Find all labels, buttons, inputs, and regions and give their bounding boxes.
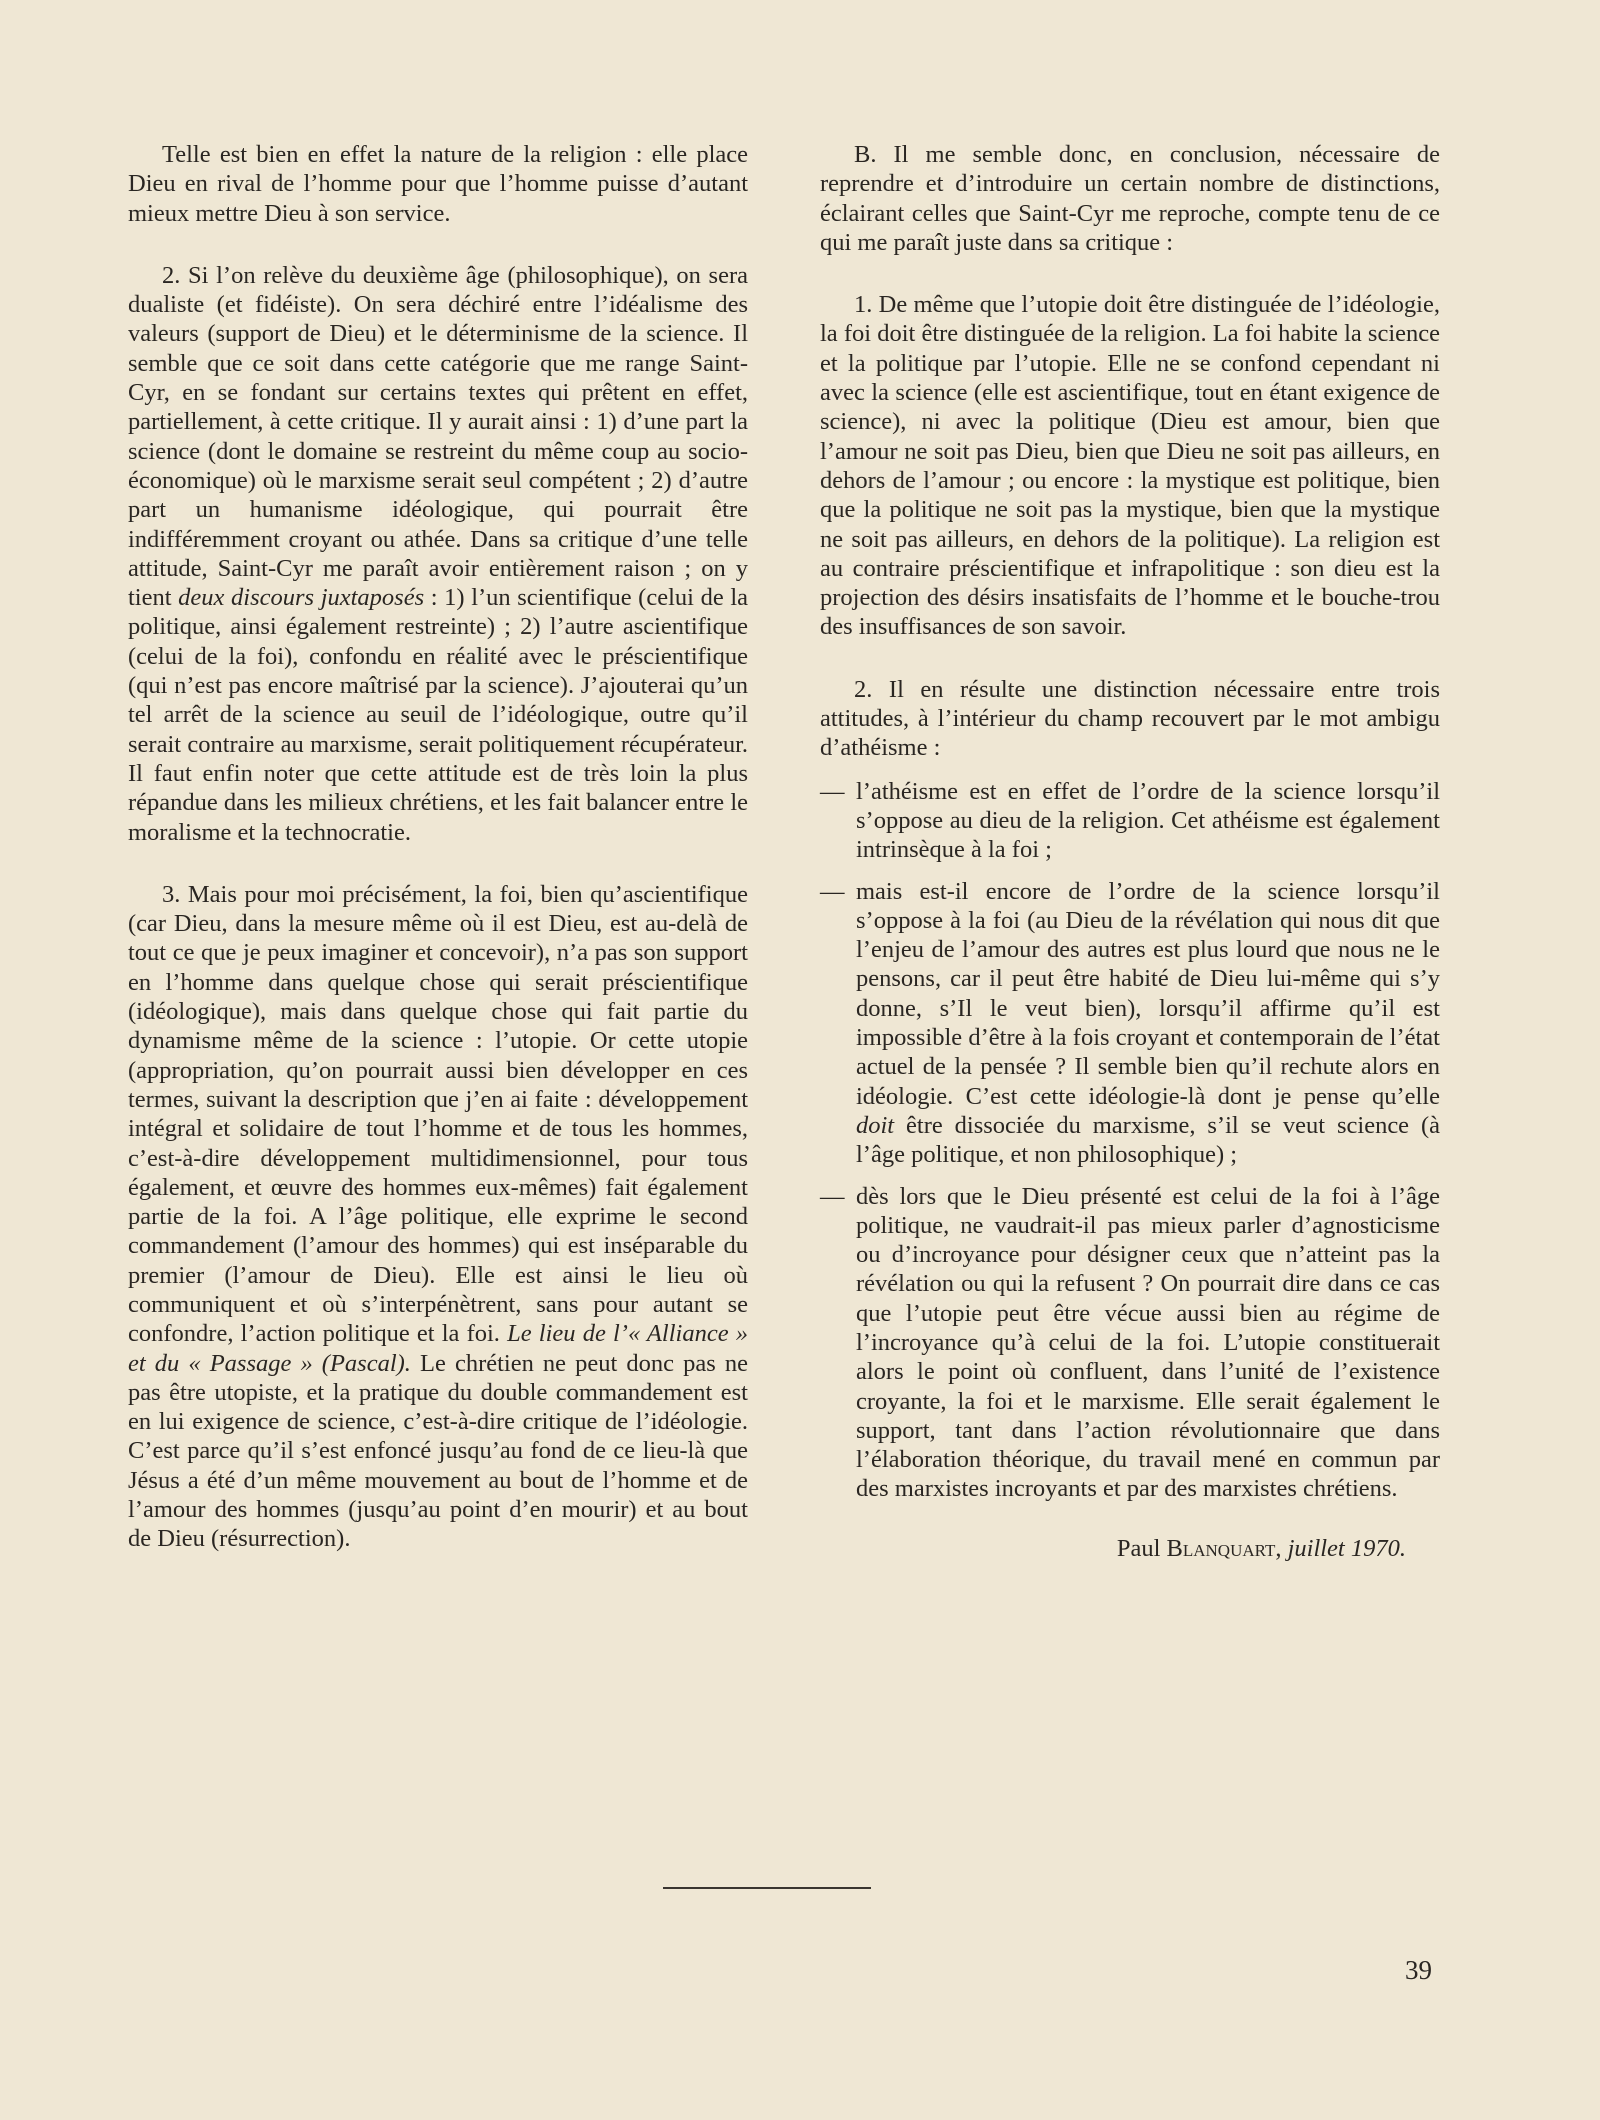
paragraph-foi-religion: 1. De même que l’utopie doit être distinguée de l’idéologie, la foi doit être distinguée de la religion. La foi habite la science et la politique par l’utopie. Elle ne se confond cependant ni avec la science (elle est ascientifique, tout en étant exigence de science), ni avec la politique (Dieu est amour, bien que l’amour ne soit pas Dieu, bien que Dieu ne soit pas ailleurs, en dehors de l’amour ; ou encore : la mystique est politique, bien que la politique ne soit pas la mystique, bien que la mystique ne soit pas ailleurs, en dehors de la politique). La religion est au contraire préscientifique et infrapolitique : son dieu est la projection des désirs insatisfaits de l’homme et le bouche-trou des insuffisances de son savoir. [820,291,1440,641]
right-column [820,140,1440,1563]
author-surname: Blanquart [1166,1534,1276,1562]
dash-marker: — [820,777,845,805]
paragraph-second-age: 2. Si l’on relève du deuxième âge (philosophique), on sera dualiste (et fidéiste). On sera déchiré entre l’idéalisme des valeurs (support de Dieu) et le déterminisme de la science. Il semble que ce soit dans cette catégorie que me range Saint-Cyr, en se fondant sur certains textes qui prêtent en effet, partiellement, à cette critique. Il y aurait ainsi : 1) d’une part la science (dont le domaine se restreint du même coup au socio-économique) où le marxisme serait seul compétent ; 2) d’autre part un humanisme idéologique, qui pourrait être indifféremment croyant ou athée. Dans sa critique d’une telle attitude, Saint-Cyr me paraît avoir entièrement raison ; on y tient deux discours juxtaposés : 1) l’un scientifique (celui de la politique, ainsi également restreinte) ; 2) l’autre ascientifique (celui de la foi), confondu en réalité avec le préscientifique (qui n’est pas encore maîtrisé par la science). J’ajouterai qu’un tel arrêt de la science au seuil de l’idéologique, outre qu’il serait contraire au marxisme, serait politiquement récupérateur. Il faut enfin noter que cette attitude est de très loin la plus répandue dans les milieux chrétiens, et les fait balancer entre le moralisme et la technocratie. [128,261,748,846]
section-divider-rule [663,1887,871,1889]
paragraph-religion: Telle est bien en effet la nature de la religion : elle place Dieu en rival de l’homme pour que l’homme puisse d’autant mieux mettre Dieu à son service. [128,141,748,227]
list-item: — l’athéisme est en effet de l’ordre de la science lorsqu’il s’oppose au dieu de la religion. Cet athéisme est également intrinsèque à la foi ; [820,777,1440,864]
emphasis-doit: doit [856,1111,895,1139]
dash-marker: — [820,877,845,905]
emphasis-alliance-passage: Le lieu de l’« Alliance » et du « Passage » (Pascal). [128,1320,748,1377]
left-column [128,140,748,1587]
page-number: 39 [1405,1955,1432,1985]
list-item: — dès lors que le Dieu présenté est celui de la foi à l’âge politique, ne vaudrait-il pas mieux parler d’agnosticisme ou d’incroyance pour désigner ceux que n’atteint pas la révélation ou qui la refusent ? On pourrait dire dans ce cas que l’utopie peut être vécue aussi bien au régime de l’incroyance qu’à celui de la foi. L’utopie constituerait alors le point où confluent, dans l’unité de l’existence croyante, la foi et le marxisme. Elle serait également le support, tant dans l’action révolutionnaire que dans l’élaboration théorique, du travail mené en commun par des marxistes incroyants et par des marxistes chrétiens. [820,1182,1440,1503]
atheism-attitudes-list [820,777,1440,1504]
emphasis-deux-discours: deux discours juxtaposés [178,584,425,612]
list-item: — mais est-il encore de l’ordre de la science lorsqu’il s’oppose à la foi (au Dieu de la révélation qui nous dit que l’enjeu de l’amour des autres est plus lourd que nous ne le pensons, car il peut être habité de Dieu lui-même qui s’y donne, s’Il le veut bien), lorsqu’il affirme qu’il est impossible d’être à la fois croyant et contemporain de l’état actuel de la pensée ? Il semble bien qu’il rechute alors en idéologie. C’est cette idéologie-là dont je pense qu’elle doit être dissociée du marxisme, s’il se veut science (à l’âge politique, et non philosophique) ; [820,877,1440,1169]
paragraph-conclusion-b: B. Il me semble donc, en conclusion, nécessaire de reprendre et d’introduire un certain nombre de distinctions, éclairant celles que Saint-Cyr me reproche, compte tenu de ce qui me paraît juste dans sa critique : [820,141,1440,256]
paragraph-utopie: 3. Mais pour moi précisément, la foi, bien qu’ascientifique (car Dieu, dans la mesure même où il est Dieu, est au-delà de tout ce que je peux imaginer et concevoir), n’a pas son support en l’homme dans quelque chose qui serait préscientifique (idéologique), mais dans quelque chose qui fait partie du dynamisme même de la science : l’utopie. Or cette utopie (appropriation, qu’on pourrait aussi bien développer en ces termes, suivant la description que j’en ai faite : développement intégral et solidaire de tout l’homme et de tous les hommes, c’est-à-dire développement multidimensionnel, pour tous également, et œuvre des hommes eux-mêmes) fait également partie de la foi. A l’âge politique, elle exprime le second commandement (l’amour des hommes) qui est inséparable du premier (l’amour de Dieu). Elle est ainsi le lieu où communiquent et où s’interpénètrent, sans pour autant se confondre, l’action politique et la foi. Le lieu de l’« Alliance » et du « Passage » (Pascal). Le chrétien ne peut donc pas ne pas être utopiste, et la pratique du double commandement est en lui exigence de science, c’est-à-dire critique de l’idéologie. C’est parce qu’il s’est enfoncé jusqu’au fond de ce lieu-là que Jésus a été d’un même mouvement au bout de l’homme et de l’amour des hommes (jusqu’au point d’en mourir) et au bout de Dieu (résurrection). [128,880,748,1553]
dash-marker: — [820,1182,845,1210]
paragraph-trois-attitudes: 2. Il en résulte une distinction nécessaire entre trois attitudes, à l’intérieur du champ recouvert par le mot ambigu d’athéisme : [820,675,1440,762]
author-signature: Paul Blanquart, juillet 1970. [1116,1534,1406,1562]
signature-date: juillet 1970. [1287,1534,1406,1562]
